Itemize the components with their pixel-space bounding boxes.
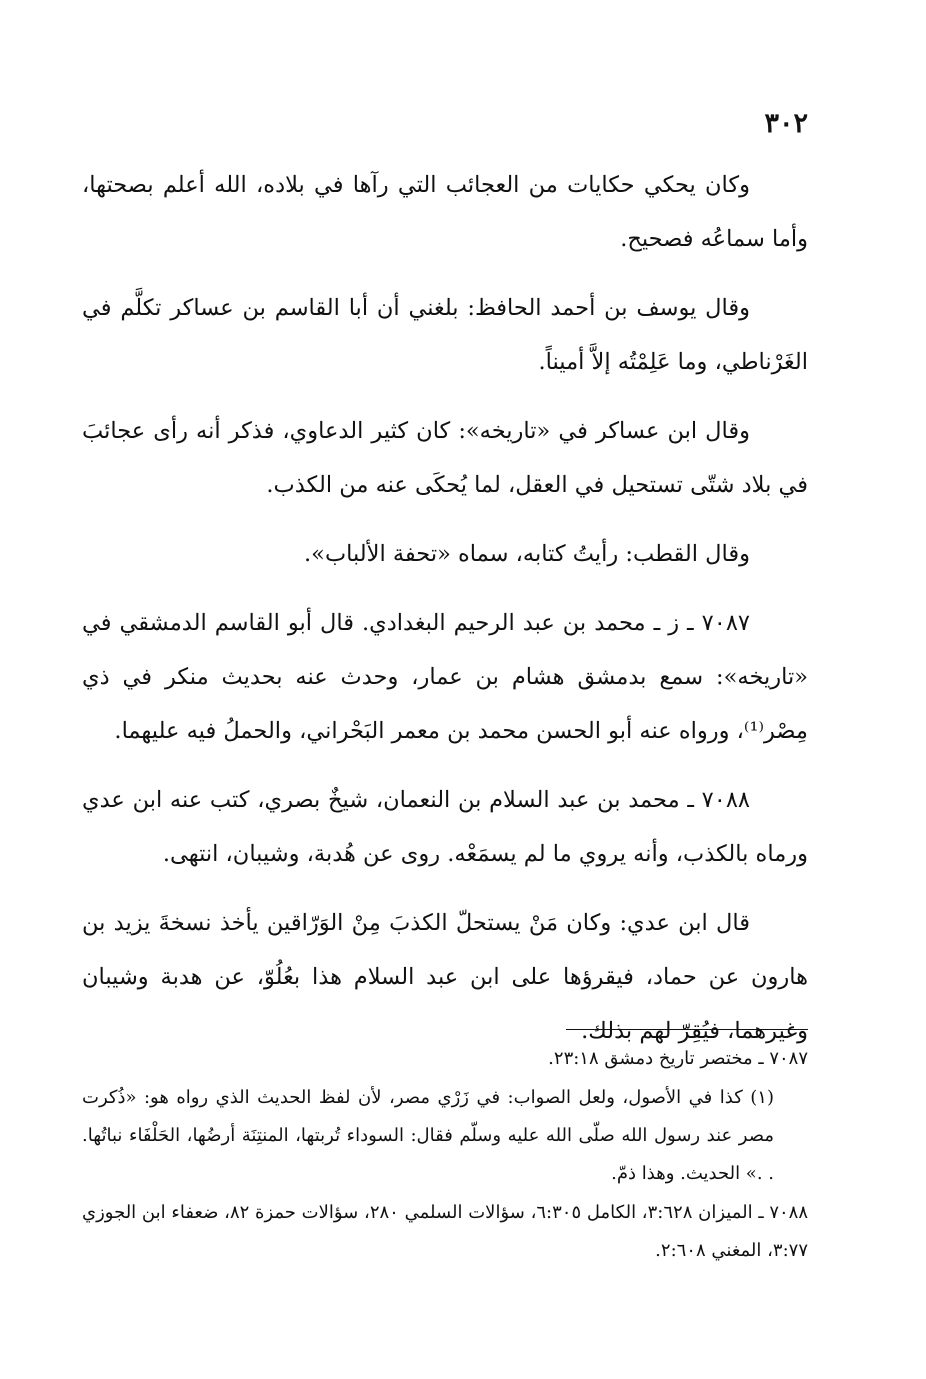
footnote-1: (١) كذا في الأصول، ولعل الصواب: في زَرْي مصر، لأن لفظ الحديث الذي رواه هو: «ذُكرت مصر عند رسول الله صلّى الله عليه وسلّم فقال: السوداء تُربتها، المنتِنَة أرضُها، الحَلْفَاء نباتُها. . .» الحديث. وهذا ذمّ. [82,1087,774,1184]
paragraph: وقال يوسف بن أحمد الحافظ: بلغني أن أبا القاسم بن عساكر تكلَّم في الغَرْناطي، وما عَلِمْتُه إلاَّ أميناً. [82,295,808,375]
paragraph: وكان يحكي حكايات من العجائب التي رآها في بلاده، الله أعلم بصحتها، وأما سماعُه فصحيح. [82,172,808,252]
entry-7088: ٧٠٨٨ ـ محمد بن عبد السلام بن النعمان، شيخٌ بصري، كتب عنه ابن عدي ورماه بالكذب، وأنه يروي ما لم يسمَعْه. روى عن هُدبة، وشيبان، انتهى. [82,787,808,867]
footnote-divider [566,1029,808,1030]
footnotes [82,1040,808,1271]
entry-7087: ٧٠٨٧ ـ ز ـ محمد بن عبد الرحيم البغدادي. قال أبو القاسم الدمشقي في «تاريخه»: سمع بدمشق هشام بن عمار، وحدث عنه بحديث منكر في ذي مِصْر⁽¹⁾، ورواه عنه أبو الحسن محمد بن معمر البَحْراني، والحملُ فيه عليهما. [82,610,808,744]
paragraph: وقال ابن عساكر في «تاريخه»: كان كثير الدعاوي، فذكر أنه رأى عجائبَ في بلاد شتّى تستحيل في العقل، لما يُحكَى عنه من الكذب. [82,418,808,498]
paragraph: قال ابن عدي: وكان مَنْ يستحلّ الكذبَ مِنْ الوَرّاقين يأخذ نسخةَ يزيد بن هارون عن حماد، فيقرؤها على ابن عبد السلام هذا بعُلُوّ، عن هدبة وشيبان وغيرهما، فيُقِرّ لهم بذلك. [82,910,808,1044]
main-text [82,158,808,1058]
paragraph: وقال القطب: رأيتُ كتابه، سماه «تحفة الألباب». [304,541,750,567]
page-number: ٣٠٢ [764,108,808,139]
footnote-source-7088: ٧٠٨٨ ـ الميزان ٣:٦٢٨، الكامل ٦:٣٠٥، سؤالات السلمي ٢٨٠، سؤالات حمزة ٨٢، ضعفاء ابن الجوزي ٣:٧٧، المغني ٢:٦٠٨. [82,1202,809,1261]
footnote-source-7087: ٧٠٨٧ ـ مختصر تاريخ دمشق ٢٣:١٨. [548,1048,808,1069]
